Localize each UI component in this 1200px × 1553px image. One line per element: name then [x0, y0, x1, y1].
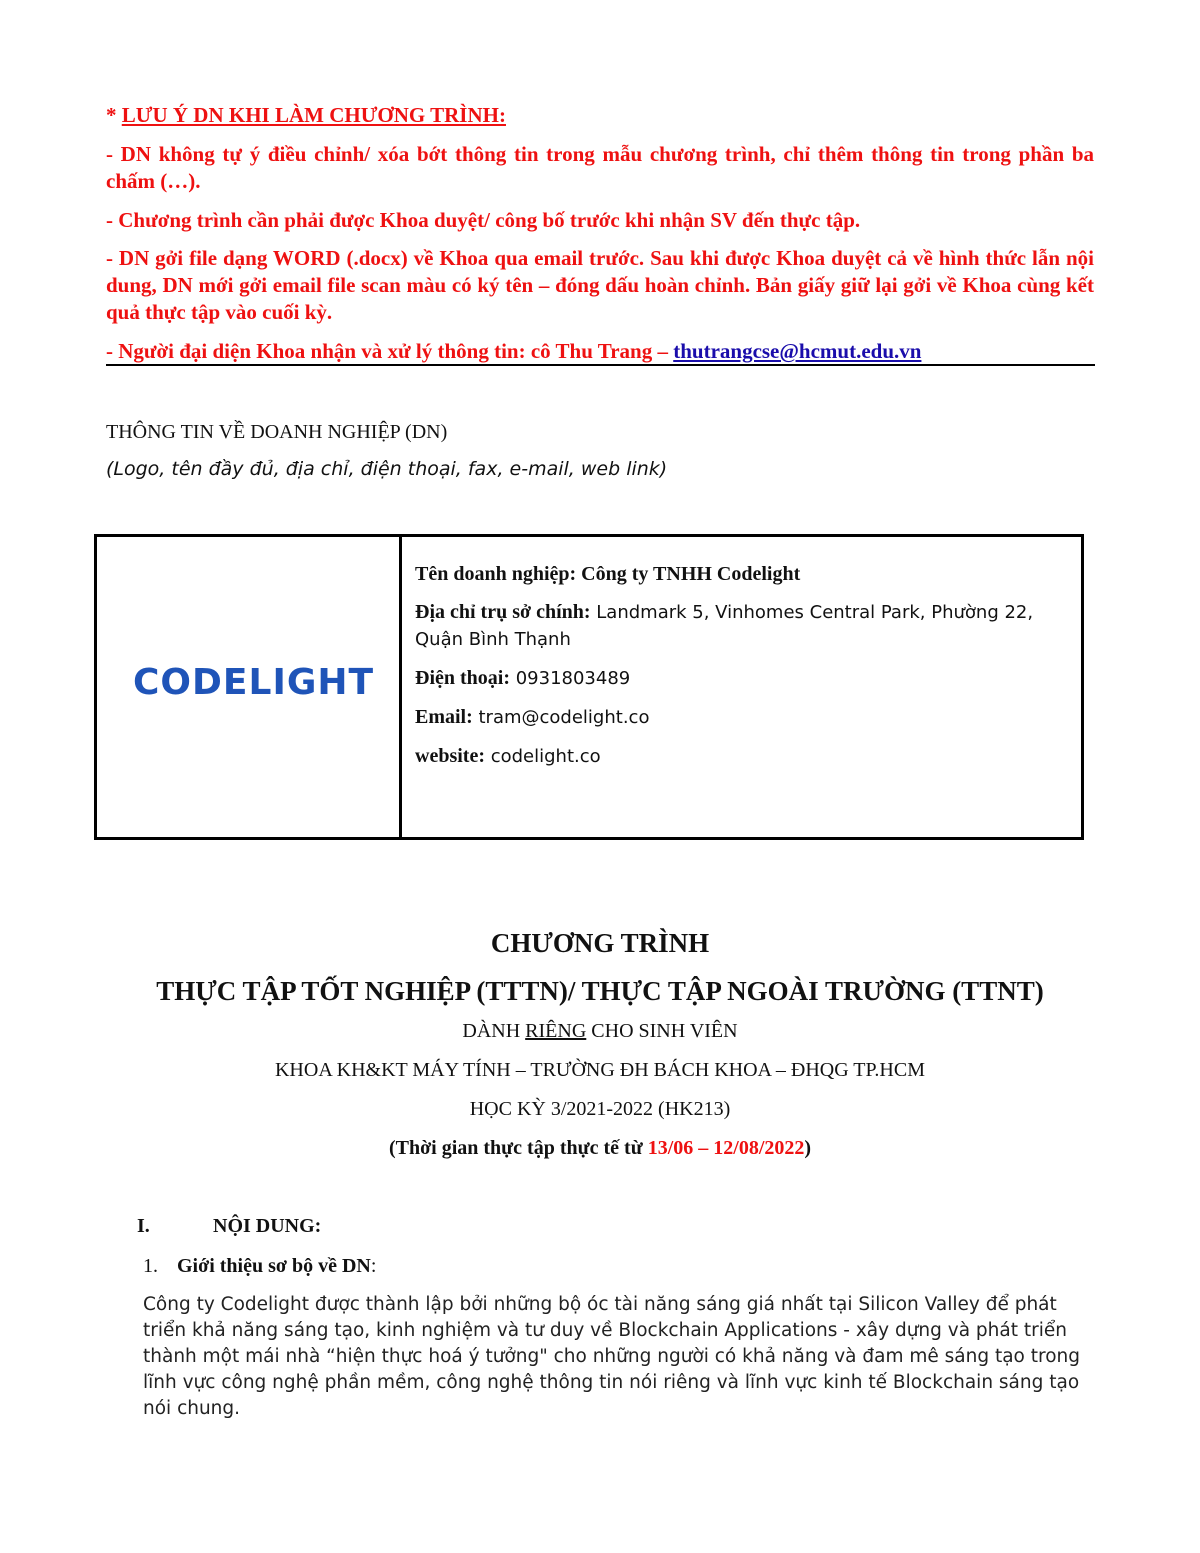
- company-address: [415, 599, 1071, 653]
- item-number: 1.: [143, 1255, 158, 1277]
- website-value: codelight.co: [484, 746, 601, 767]
- email-label: Email:: [415, 706, 473, 728]
- notice-contact: [106, 338, 1094, 365]
- phone-label: Điện thoại:: [415, 667, 510, 689]
- notice-title-star: *: [106, 103, 122, 127]
- company-section-subheading: (Logo, tên đầy đủ, địa chỉ, điện thoại, fax, e-mail, web link): [106, 458, 668, 480]
- company-name: Tên doanh nghiệp: Công ty TNHH Codelight: [415, 563, 801, 585]
- contact-email-link[interactable]: thutrangcse@hcmut.edu.vn: [673, 339, 922, 363]
- phone-value: 0931803489: [510, 668, 631, 689]
- notice-divider: [106, 364, 1095, 366]
- notice-line-1: - DN không tự ý điều chỉnh/ xóa bớt thông tin trong mẫu chương trình, chỉ thêm thông tin trong phần ba chấm (…).: [106, 142, 1094, 193]
- period-suffix: ): [804, 1137, 812, 1159]
- intro-paragraph: Công ty Codelight được thành lập bởi những bộ óc tài năng sáng giá nhất tại Silicon Valley để phát triển khả năng sáng tạo, kinh nghiệm và tư duy về Blockchain Applications - xây dựng và phát triển thành một mái nhà “hiện thực hoá ý tưởng" cho những người có khả năng và đam mê sáng tạo trong lĩnh vực công nghệ phần mềm, công nghệ thông tin nói riêng và lĩnh vực kinh tế Blockchain sáng tạo nói chung.: [143, 1294, 1080, 1419]
- notice-title: [106, 102, 1094, 129]
- notice-contact-text: - Người đại diện Khoa nhận và xử lý thông tin: cô Thu Trang –: [106, 339, 674, 363]
- section-title: NỘI DUNG:: [213, 1215, 322, 1237]
- email-value: tram@codelight.co: [472, 707, 650, 728]
- audience-underlined: RIÊNG: [525, 1020, 587, 1042]
- item-colon: :: [370, 1255, 377, 1277]
- company-phone: [415, 665, 1071, 692]
- period-dates: 13/06 – 12/08/2022: [647, 1137, 805, 1159]
- company-details: [415, 561, 1071, 782]
- company-section-heading: THÔNG TIN VỀ DOANH NGHIỆP (DN): [106, 421, 448, 443]
- section-number: I.: [137, 1215, 150, 1237]
- company-email: [415, 704, 1071, 731]
- item-heading-intro: [143, 1255, 376, 1278]
- company-website: [415, 743, 1071, 770]
- website-label: website:: [415, 745, 485, 767]
- program-title: CHƯƠNG TRÌNH: [490, 928, 710, 958]
- notice-title-text: LƯU Ý DN KHI LÀM CHƯƠNG TRÌNH:: [121, 103, 506, 127]
- item-title: Giới thiệu sơ bộ về DN: [177, 1255, 371, 1277]
- company-logo: [133, 662, 374, 703]
- section-heading-content: [137, 1215, 321, 1238]
- company-info-box: [94, 534, 1084, 840]
- audience-suffix: CHO SINH VIÊN: [586, 1020, 738, 1042]
- program-subtitle: THỰC TẬP TỐT NGHIỆP (TTTN)/ THỰC TẬP NGOÀI TRƯỜNG (TTNT): [156, 976, 1044, 1006]
- program-faculty: KHOA KH&KT MÁY TÍNH – TRƯỜNG ĐH BÁCH KHOA – ĐHQG TP.HCM: [274, 1059, 925, 1081]
- address-value: Landmark 5, Vinhomes Central Park, Phường 22, Quận Bình Thạnh: [415, 602, 1034, 650]
- program-semester: HỌC KỲ 3/2021-2022 (HK213): [469, 1098, 731, 1120]
- company-logo-text: CODELIGHT: [133, 662, 375, 703]
- program-audience: [0, 1020, 1200, 1043]
- address-label: Địa chỉ trụ sở chính:: [415, 601, 591, 623]
- audience-prefix: DÀNH: [462, 1020, 526, 1042]
- info-box-divider: [399, 537, 402, 837]
- period-prefix: (Thời gian thực tập thực tế từ: [388, 1137, 648, 1159]
- notice-line-3: - DN gởi file dạng WORD (.docx) về Khoa qua email trước. Sau khi được Khoa duyệt cả về hình thức lẫn nội dung, DN mới gởi email file scan màu có ký tên – đóng dấu hoàn chỉnh. Bản giấy giữ lại gởi về Khoa cùng kết quả thực tập vào cuối kỳ.: [106, 246, 1094, 324]
- program-period: [0, 1137, 1200, 1160]
- notice-line-2: - Chương trình cần phải được Khoa duyệt/ công bố trước khi nhận SV đến thực tập.: [106, 208, 861, 232]
